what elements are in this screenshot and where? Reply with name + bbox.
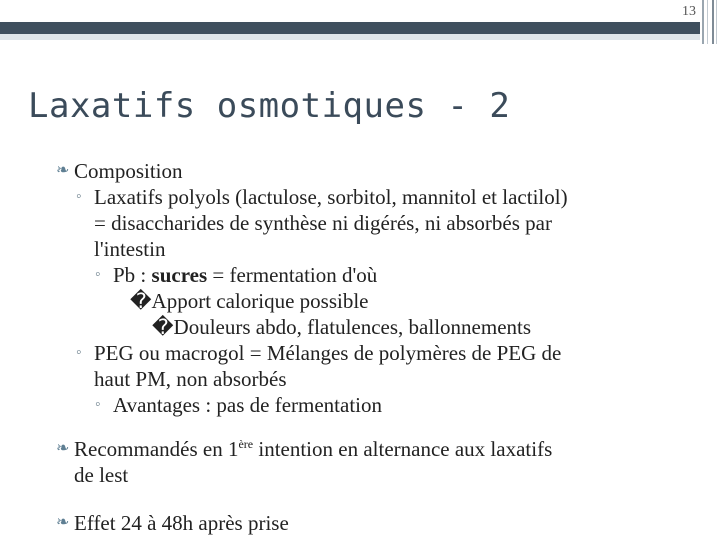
detail-apport: �Apport calorique possible bbox=[130, 289, 369, 313]
decorative-line bbox=[702, 0, 704, 44]
sub-bullet-peg: ◦ PEG ou macrogol = Mélanges de polymères de PEG de bbox=[76, 341, 562, 365]
bullet-icon: ❧ bbox=[56, 514, 70, 531]
circle-bullet-icon: ◦ bbox=[76, 188, 82, 205]
bullet-recommandes-cont: de lest bbox=[74, 463, 129, 487]
circle-bullet-icon: ◦ bbox=[95, 396, 101, 413]
header-band bbox=[0, 22, 700, 34]
decorative-line bbox=[712, 0, 714, 44]
superscript: ère bbox=[238, 437, 254, 451]
sub-bullet-polyols-cont: = disaccharides de synthèse ni digérés, ni absorbés par bbox=[94, 211, 552, 235]
decorative-line bbox=[707, 0, 708, 44]
slide-title: Laxatifs osmotiques - 2 bbox=[28, 86, 511, 126]
sub-sub-bullet-avantages: ◦ Avantages : pas de fermentation bbox=[95, 393, 383, 417]
circle-bullet-icon: ◦ bbox=[76, 344, 82, 361]
circle-bullet-icon: ◦ bbox=[95, 266, 101, 283]
bullet-effet: ❧ Effet 24 à 48h après prise bbox=[56, 511, 289, 535]
sub-bullet-polyols: ◦ Laxatifs polyols (lactulose, sorbitol, mannitol et lactilol) bbox=[76, 185, 568, 209]
sub-bullet-polyols-cont: l'intestin bbox=[94, 237, 166, 261]
bullet-composition: ❧ Composition bbox=[56, 159, 183, 183]
decorative-line bbox=[716, 0, 717, 44]
slide-number: 13 bbox=[682, 4, 696, 19]
sub-bullet-peg-cont: haut PM, non absorbés bbox=[94, 367, 287, 391]
detail-douleurs: �Douleurs abdo, flatulences, ballonnements bbox=[152, 315, 532, 339]
spacer bbox=[56, 418, 696, 436]
sub-sub-bullet-pb: ◦ Pb : sucres = fermentation d'où bbox=[95, 263, 378, 287]
header-band-light bbox=[0, 34, 700, 40]
bullet-recommandes: ❧ Recommandés en 1ère intention en alternance aux laxatifs bbox=[56, 437, 553, 461]
slide-content bbox=[56, 158, 696, 536]
bullet-icon: ❧ bbox=[56, 440, 70, 457]
bullet-icon: ❧ bbox=[56, 162, 70, 179]
spacer bbox=[56, 488, 696, 510]
bold-keyword: sucres bbox=[151, 263, 208, 287]
